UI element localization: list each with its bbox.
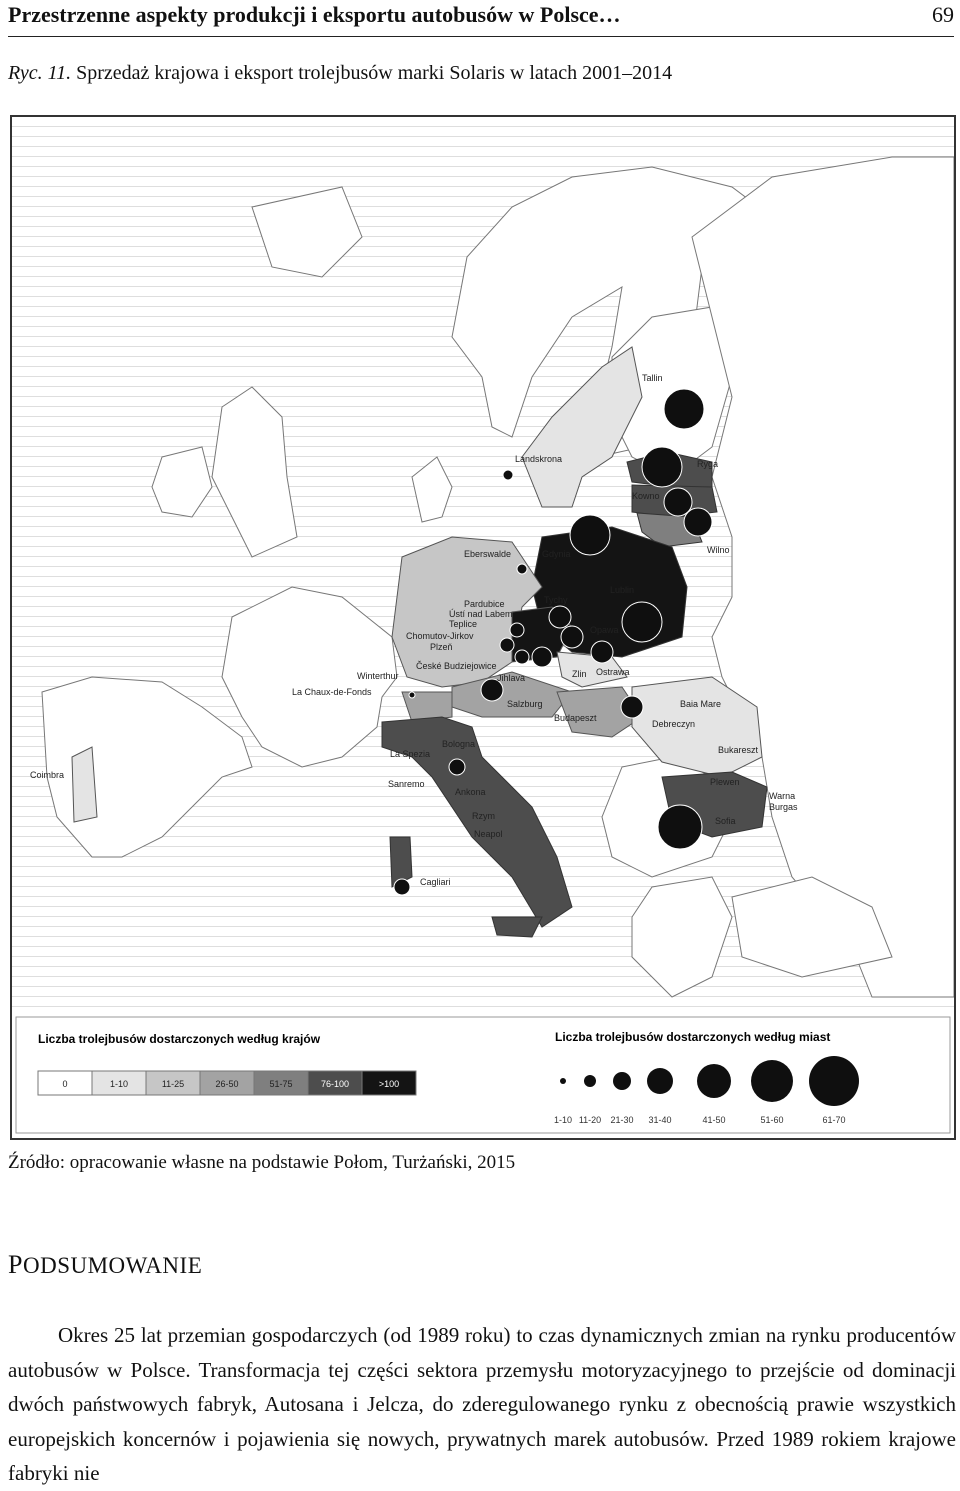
city-label: Tallin [642,373,663,383]
legend-circle-label: 61-70 [822,1115,846,1125]
city-circle [503,470,513,480]
city-label: Plewen [710,777,740,787]
city-label: Budapeszt [554,713,597,723]
figure-caption-text: Sprzedaż krajowa i eksport trolejbusów marki Solaris w latach 2001–2014 [76,62,673,84]
legend-countries [38,1071,416,1095]
legend-swatch-label: 1-10 [109,1079,129,1089]
city-circle [532,647,552,667]
city-circle [409,692,415,698]
portugal [72,747,97,822]
city-label: Kowno [632,491,660,501]
city-label: Ostrawa [596,667,630,677]
city-label: Ústí nad Labem [449,609,513,619]
city-label: Plzeň [430,642,453,652]
section-initial: P [8,1250,23,1279]
city-label: Debreczyn [652,719,696,729]
city-circle [510,623,524,637]
city-label: Coimbra [30,770,65,780]
city-label: Rzym [472,811,495,821]
legend-swatch-label: 76-100 [320,1079,350,1089]
legend-circle-label: 41-50 [702,1115,726,1125]
city-circle [570,515,610,555]
legend-circle-label: 21-30 [610,1115,634,1125]
body-text [8,1318,956,1491]
city-label: Chomutov-Jirkov [406,631,474,641]
city-label: Gdynia [542,549,571,559]
city-label: Tychy [544,595,568,605]
section-heading [8,1250,202,1280]
city-label: Teplice [449,619,478,629]
city-label: Wilno [707,545,730,555]
city-circle [549,606,571,628]
city-label: Lublin [610,585,635,595]
legend-circle-label: 11-20 [578,1115,602,1125]
city-label: Bologna [442,739,476,749]
legend-cities-title: Liczba trolejbusów dostarczonych według miast [555,1030,831,1044]
city-label: Pardubice [464,599,505,609]
city-circle [394,879,410,895]
city-label: Burgas [769,802,798,812]
city-label: České Budziejowice [416,661,497,671]
city-circle [449,759,465,775]
figure-caption [8,62,672,85]
legend-circle [560,1078,566,1084]
city-circle [561,626,583,648]
city-label: Winterthur [357,671,399,681]
city-circle [517,564,527,574]
city-label: Neapol [474,829,503,839]
legend-swatch-label: >100 [378,1079,400,1089]
legend-circle-label: 31-40 [648,1115,672,1125]
legend-circle [647,1068,673,1094]
city-label: Landskrona [515,454,563,464]
city-circle [642,447,682,487]
city-circle [591,641,613,663]
paragraph: Okres 25 lat przemian gospodarczych (od 1989 roku) to czas dynamicznych zmian na rynku producentów autobusów w Polsce. Transformacja tej części sektora przemysłu motoryzacyjnego to przejście od dominacji dwóch państwowych fabryk, Autosana i Jelcza, do zderegulowanego rynku z obecnością prawie wszystkich europejskich koncernów i pojawienia się nowych, prywatnych marek autobusów. Przed 1989 rokiem krajowe fabryki nie [8,1323,956,1485]
legend-swatch-label: 0 [62,1079,68,1089]
city-label: La Spezia [390,749,431,759]
legend-swatch-label: 51-75 [269,1079,293,1089]
city-circle [664,389,704,429]
city-label: Eberswalde [464,549,512,559]
page-number: 69 [932,2,954,27]
city-circle [500,638,514,652]
city-circle [658,805,702,849]
header-title: Przestrzenne aspekty produkcji i eksportu autobusów w Polsce… [8,2,621,27]
legend-circle [809,1056,859,1106]
section-rest: ODSUMOWANIE [22,1253,203,1278]
city-label: Baia Mare [680,699,722,709]
city-circle [621,696,643,718]
city-label: Zlin [572,669,587,679]
city-circle [622,602,662,642]
city-label: Ryga [697,459,719,469]
city-label: Warna [769,791,796,801]
city-label: La Chaux-de-Fonds [292,687,372,697]
legend-circle [584,1075,596,1087]
legend-swatch-label: 26-50 [215,1079,239,1089]
city-label: Opawa [590,625,619,635]
legend-circle [613,1072,631,1090]
legend-circle [751,1060,793,1102]
figure-label: Ryc. 11. [8,62,72,84]
figure-source: Źródło: opracowanie własne na podstawie Połom, Turżański, 2015 [8,1152,516,1173]
city-label: Bukareszt [718,745,759,755]
city-circle [515,650,529,664]
city-label: Salzburg [507,699,543,709]
legend-countries-title: Liczba trolejbusów dostarczonych według krajów [38,1032,321,1046]
running-header [8,0,954,37]
legend-swatch-label: 11-25 [161,1079,185,1089]
legend-circle [697,1064,731,1098]
legend-circle-label: 1-10 [553,1115,573,1125]
city-label: Jihlava [497,673,526,683]
city-label: Sanremo [388,779,425,789]
city-circle [684,508,712,536]
city-label: Sofia [715,816,736,826]
map-svg [12,117,954,1138]
city-label: Cagliari [420,877,451,887]
city-label: Ankona [455,787,486,797]
legend-circle-label: 51-60 [760,1115,784,1125]
europe-map [10,115,956,1140]
